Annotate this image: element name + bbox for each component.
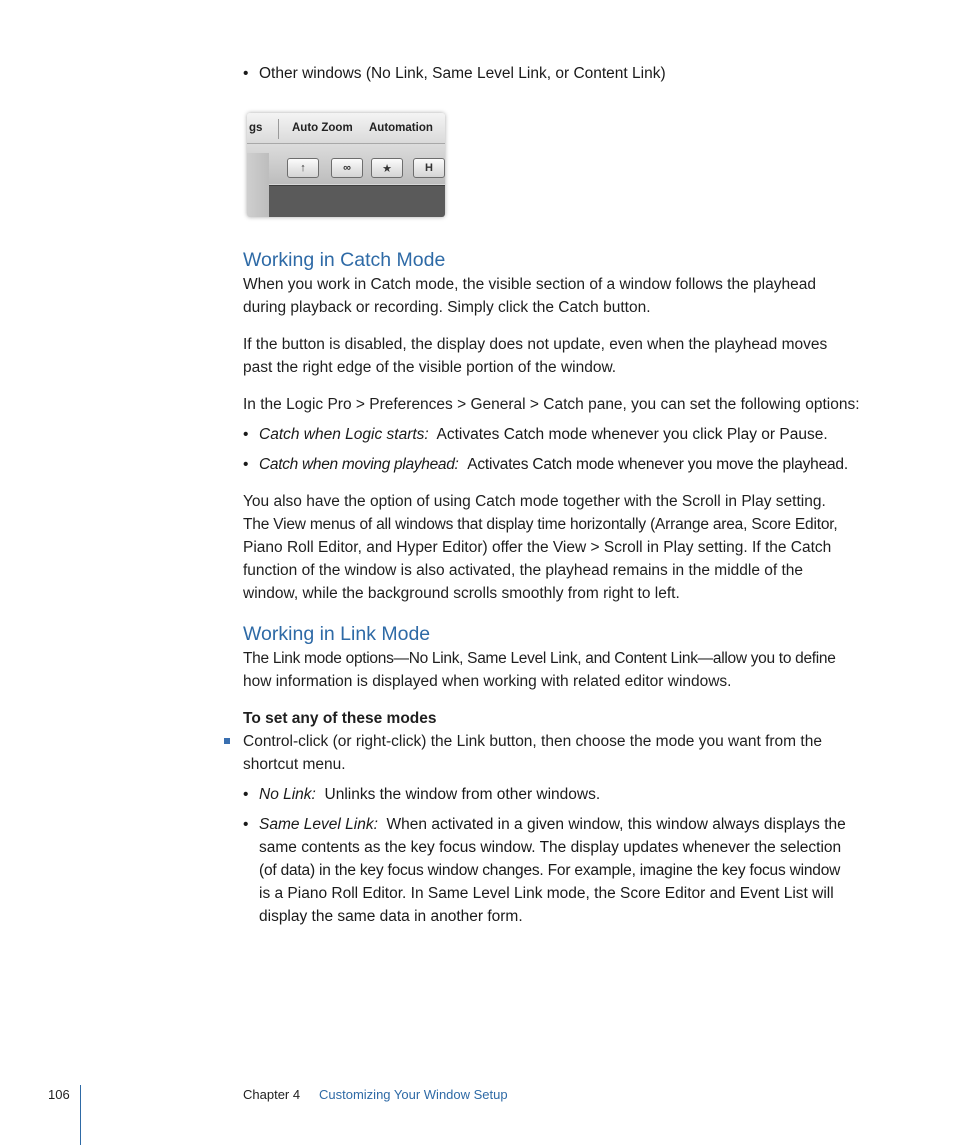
mode-desc: Unlinks the window from other windows. (324, 786, 601, 803)
catch-icon: ★ (382, 162, 392, 175)
line: window, while the background scrolls smoothly from right to left. (243, 585, 680, 602)
catch-option-2 (243, 453, 848, 476)
link-icon: ∞ (343, 162, 351, 174)
bullet-dot: • (243, 426, 249, 443)
mode-term: Same Level Link: (259, 816, 378, 833)
menu-separator (278, 119, 279, 139)
option-desc: Activates Catch mode whenever you click Play or Pause. (436, 426, 828, 443)
chapter-title: Customizing Your Window Setup (319, 1087, 508, 1102)
menu-item-fragment: gs (249, 122, 263, 134)
bullet-dot: • (243, 65, 249, 82)
screenshot-toolbar (247, 144, 445, 184)
catch-para-3: In the Logic Pro > Preferences > General > Catch pane, you can set the following options: (243, 396, 860, 413)
up-arrow-icon: ↑ (300, 162, 306, 174)
task-heading: To set any of these modes (243, 710, 437, 727)
option-term: Catch when Logic starts: (259, 426, 429, 443)
line: Control-click (or right-click) the Link button, then choose the mode you want from the (243, 733, 822, 750)
option-term: Catch when moving playhead: (259, 456, 459, 473)
line: past the right edge of the visible portion of the window. (243, 359, 617, 376)
intro-bullet-text: Other windows (No Link, Same Level Link, or Content Link) (259, 65, 666, 82)
line: If the button is disabled, the display does not update, even when the playhead moves (243, 336, 828, 353)
line: how information is displayed when working with related editor windows. (243, 673, 732, 690)
mode-term: No Link: (259, 786, 316, 803)
screenshot-menu-bar (247, 113, 445, 144)
hide-icon: H (425, 162, 433, 174)
catch-mode-heading: Working in Catch Mode (243, 249, 446, 271)
mode-no-link (243, 783, 601, 806)
catch-para-4 (243, 490, 837, 605)
bullet-dot: • (243, 786, 249, 803)
link-button (331, 158, 363, 178)
mode-desc: When activated in a given window, this window always displays the (386, 816, 846, 833)
option-desc: Activates Catch mode whenever you move the playhead. (467, 456, 848, 473)
line: display the same data in another form. (259, 908, 523, 925)
line: The View menus of all windows that display time horizontally (Arrange area, Score Editor, (243, 516, 838, 533)
line: The Link mode options—No Link, Same Level Link, and Content Link—allow you to define (243, 650, 836, 667)
line: same contents as the key focus window. The display updates whenever the selection (259, 839, 842, 856)
step-bullet-square (224, 738, 230, 744)
menu-item-auto-zoom: Auto Zoom (292, 122, 353, 134)
bullet-dot: • (243, 456, 249, 473)
catch-option-1 (243, 423, 828, 446)
line: is a Piano Roll Editor. In Same Level Link mode, the Score Editor and Event List will (259, 885, 834, 902)
step-text (243, 730, 822, 776)
toolbar-screenshot (247, 113, 445, 217)
line: When you work in Catch mode, the visible section of a window follows the playhead (243, 276, 816, 293)
hide-button (413, 158, 445, 178)
up-arrow-button (287, 158, 319, 178)
line: You also have the option of using Catch mode together with the Scroll in Play setting. (243, 493, 826, 510)
screenshot-left-edge (247, 153, 269, 217)
bullet-dot: • (243, 816, 249, 833)
catch-button (371, 158, 403, 178)
link-para-1 (243, 647, 836, 693)
line: shortcut menu. (243, 756, 346, 773)
line: Piano Roll Editor, and Hyper Editor) offer the View > Scroll in Play setting. If the Catch (243, 539, 832, 556)
line: during playback or recording. Simply click the Catch button. (243, 299, 651, 316)
link-mode-heading: Working in Link Mode (243, 623, 431, 645)
line: (of data) in the key focus window changes. For example, imagine the key focus window (259, 862, 841, 879)
footer-rule (80, 1085, 81, 1145)
line: function of the window is also activated, the playhead remains in the middle of the (243, 562, 804, 579)
catch-para-2 (243, 333, 827, 379)
chapter-label: Chapter 4 (243, 1087, 301, 1102)
screenshot-editor-area (269, 185, 445, 217)
menu-item-automation: Automation (369, 122, 433, 134)
page-number: 106 (48, 1087, 70, 1102)
catch-para-1 (243, 273, 816, 319)
